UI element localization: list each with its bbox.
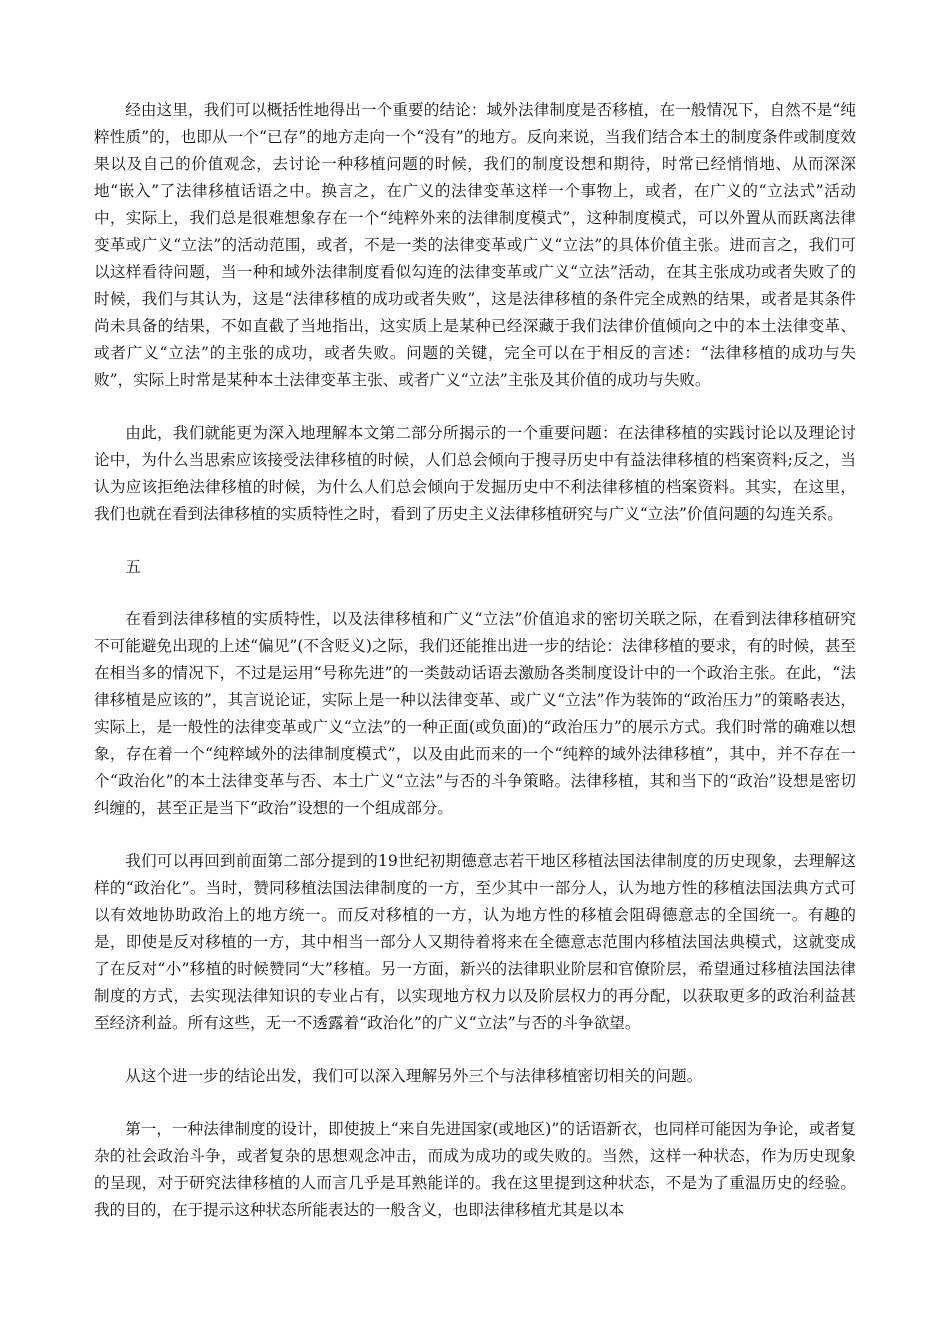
paragraph-german-history: 我们可以再回到前面第二部分提到的19世纪初期德意志若干地区移植法国法律制度的历史现象，去理解这样的“政治化”。当时，赞同移植法国法律制度的一方，至少其中一部分人，认为地方性的移植法国法典方式可以有效地协助政治上的地方统一。而反对移植的一方，认为地方性的移植会阻碍德意志的全国统一。有趣的是，即使是反对移植的一方，其中相当一部分人又期待着将来在全德意志范围内移植法国法典模式，这就变成了在反对“小”移植的时候赞同“大”移植。另一方面，新兴的法律职业阶层和官僚阶层，希望通过移植法国法律制度的方式，去实现法律知识的专业占有，以实现地方权力以及阶层权力的再分配，以获取更多的政治利益甚至经济利益。所有这些，无一不透露着“政治化”的广义“立法”与否的斗争欲望。: [94, 852, 856, 1032]
paragraph-historical-archives: 由此，我们就能更为深入地理解本文第二部分所揭示的一个重要问题：在法律移植的实践讨论以及理论讨论中，为什么当思索应该接受法律移植的时候，人们总会倾向于搜寻历史中有益法律移植的档案资料;反之，当认为应该拒绝法律移植的时候，为什么人们总会倾向于发掘历史中不利法律移植的档案资料。其实，在这里，我们也就在看到法律移植的实质特性之时，看到了历史主义法律移植研究与广义“立法”价值问题的勾连关系。: [94, 424, 856, 523]
section-heading-five: 五: [125, 558, 141, 576]
paragraph-political-pressure: 在看到法律移植的实质特性，以及法律移植和广义“立法”价值追求的密切关联之际，在看到法律移植研究不可能避免出现的上述“偏见”(不含贬义)之际，我们还能推出进一步的结论：法律移植的要求，有的时候，甚至在相当多的情况下，不过是运用“号称先进”的一类鼓动话语去激励各类制度设计中的一个政治主张。在此，“法律移植是应该的”，其言说论证，实际上是一种以法律变革、或广义“立法”作为装饰的“政治压力”的策略表达，实际上，是一般性的法律变革或广义“立法”的一种正面(或负面)的“政治压力”的展示方式。我们时常的确难以想象，存在着一个“纯粹域外的法律制度模式”，以及由此而来的一个“纯粹的域外法律移植”，其中，并不存在一个“政治化”的本土法律变革与否、本土广义“立法”与否的斗争策略。法律移植，其和当下的“政治”设想是密切纠缠的，甚至正是当下“政治”设想的一个组成部分。: [94, 610, 856, 817]
paragraph-first-issue: 第一，一种法律制度的设计，即使披上“来自先进国家(或地区)”的话语新衣，也同样可能因为争论，或者复杂的社会政治斗争，或者复杂的思想观念冲击，而成为成功的或失败的。当然，这样一种状态，作为历史现象的呈现，对于研究法律移植的人而言几乎是耳熟能详的。我在这里提到这种状态，不是为了重温历史的经验。我的目的，在于提示这种状态所能表达的一般含义，也即法律移植尤其是以本: [94, 1120, 856, 1219]
paragraph-three-issues: 从这个进一步的结论出发，我们可以深入理解另外三个与法律移植密切相关的问题。: [125, 1067, 703, 1085]
paragraph-conclusion: 经由这里，我们可以概括性地得出一个重要的结论：域外法律制度是否移植，在一般情况下，自然不是“纯粹性质”的，也即从一个“已存”的地方走向一个“没有”的地方。反向来说，当我们结合本土的制度条件或制度效果以及自己的价值观念，去讨论一种移植问题的时候，我们的制度设想和期待，时常已经悄悄地、从而深深地“嵌入”了法律移植话语之中。换言之，在广义的法律变革这样一个事物上，或者，在广义的“立法式”活动中，实际上，我们总是很难想象存在一个“纯粹外来的法律制度模式”，这种制度模式，可以外置从而跃离法律变革或广义“立法”的活动范围，或者，不是一类的法律变革或广义“立法”的具体价值主张。进而言之，我们可以这样看待问题，当一种和域外法律制度看似勾连的法律变革或广义“立法”活动，在其主张成功或者失败了的时候，我们与其认为，这是“法律移植的成功或者失败”，这是法律移植的条件完全成熟的结果，或者是其条件尚未具备的结果，不如直截了当地指出，这实质上是某种已经深藏于我们法律价值倾向之中的本土法律变革、或者广义“立法”的主张的成功，或者失败。问题的关键，完全可以在于相反的言述：“法律移植的成功与失败”，实际上时常是某种本土法律变革主张、或者广义“立法”主张及其价值的成功与失败。: [94, 101, 856, 389]
document-page: [94, 97, 856, 1250]
